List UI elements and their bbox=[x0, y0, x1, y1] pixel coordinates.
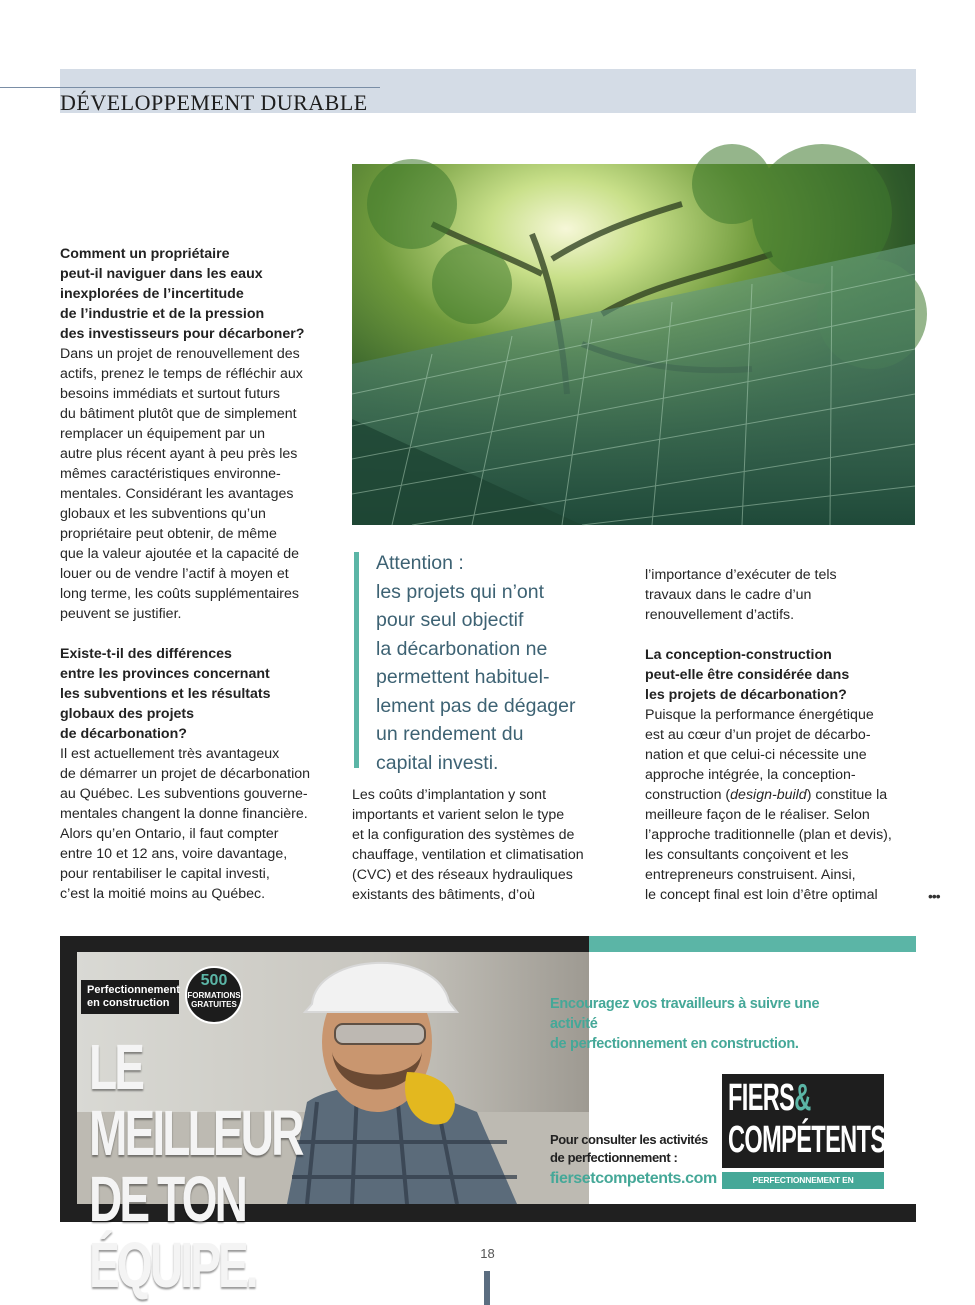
hero-image-glass-building-trees bbox=[352, 164, 915, 525]
ad-tagline: Encouragez vos travailleurs à suivre une activité de perfectionnement en construction. bbox=[550, 996, 820, 1052]
logo-strapline: PERFECTIONNEMENT EN CONSTRUCTION bbox=[722, 1172, 884, 1189]
badge-label: FORMATIONS GRATUITES bbox=[187, 991, 241, 1009]
answer-text: ) constitue la meilleure façon de le réaliser. Selon l’approche traditionnelle (plan et devis), les consultants conçoivent et les entrepreneurs construisent. Ainsi, le concept final est loin d’être optimal bbox=[645, 787, 892, 903]
body-paragraph: l’importance d’exécuter de tels travaux dans le cadre d’un renouvellement d’actifs. bbox=[645, 567, 837, 623]
article-column-3 bbox=[645, 565, 915, 905]
logo-word-2: COMPÉTENTS bbox=[728, 1119, 886, 1161]
ad-program-tag: Perfectionnement en construction bbox=[81, 980, 179, 1014]
header-rule bbox=[0, 87, 380, 88]
ad-headline: LE MEILLEUR DE TON ÉQUIPE. bbox=[89, 1031, 302, 1301]
article-column-2 bbox=[352, 785, 614, 905]
question-heading: La conception-construction peut-elle être considérée dans les projets de décarbonation? bbox=[645, 647, 850, 703]
logo-ampersand: & bbox=[794, 1077, 811, 1119]
article-column-1 bbox=[60, 244, 342, 904]
ad-free-training-badge bbox=[185, 966, 243, 1024]
answer-paragraph: Il est actuellement très avantageux de démarrer un projet de décarbonation au Québec. Les subventions gouverne- mentales changent la donne financière. Alors qu’en Ontario, il faut compter entre 10 et 12 ans, voire davantage, pour rentabiliser le capital investi, c’est la moitié moins au Québec. bbox=[60, 746, 311, 902]
badge-number: 500 bbox=[200, 972, 228, 989]
answer-text: Puisque la performance énergétique est au cœur d’un projet de décarbo- nation et que celui-ci nécessite une approche intégrée, la conception- construction ( bbox=[645, 707, 874, 803]
question-heading: Comment un propriétaire peut-il naviguer dans les eaux inexplorées de l’incertitude de l’industrie et de la pression des investisseurs pour décarboner? bbox=[60, 246, 305, 342]
body-paragraph: Les coûts d’implantation y sont importants et varient selon le type et la configuration des systèmes de chauffage, ventilation et climatisation (CVC) et des réseaux hydrauliques existants des bâtiments, d’où bbox=[352, 787, 584, 903]
page-marker-tab bbox=[484, 1271, 490, 1305]
ad-accent-bar bbox=[589, 936, 916, 952]
answer-italic-term: design-build bbox=[730, 787, 807, 803]
fiers-competents-logo bbox=[722, 1074, 886, 1202]
section-title: DÉVELOPPEMENT DURABLE bbox=[60, 90, 368, 115]
pull-quote-bar bbox=[354, 552, 359, 768]
page-number: 18 bbox=[480, 1246, 495, 1261]
answer-paragraph bbox=[645, 705, 915, 905]
question-heading: Existe-t-il des différences entre les provinces concernant les subventions et les résultats globaux des projets de décarbonation? bbox=[60, 646, 271, 742]
ad-consult-text: Pour consulter les activités de perfectionnement : bbox=[550, 1132, 708, 1165]
pull-quote: Attention : les projets qui n’ont pour seul objectif la décarbonation ne permettent habituel- lement pas de dégager un rendement du capital investi. bbox=[376, 552, 576, 774]
answer-paragraph: Dans un projet de renouvellement des actifs, prenez le temps de réfléchir aux besoins immédiats et surtout futurs du bâtiment plutôt que de simplement remplacer un équipement par un autre plus récent ayant à peu près les mêmes caractéristiques environne- mentales. Considérant les avantages globaux et les subventions qu’un propriétaire peut obtenir, de même que la valeur ajoutée et la capacité de louer ou de vendre l’actif à moyen et long terme, les coûts supplémentaires peuvent se justifier. bbox=[60, 346, 303, 622]
ad-website-link[interactable]: fiersetcompetents.com bbox=[550, 1170, 717, 1187]
logo-word-1: FIERS bbox=[728, 1077, 795, 1119]
continued-marker: ••• bbox=[928, 888, 940, 904]
